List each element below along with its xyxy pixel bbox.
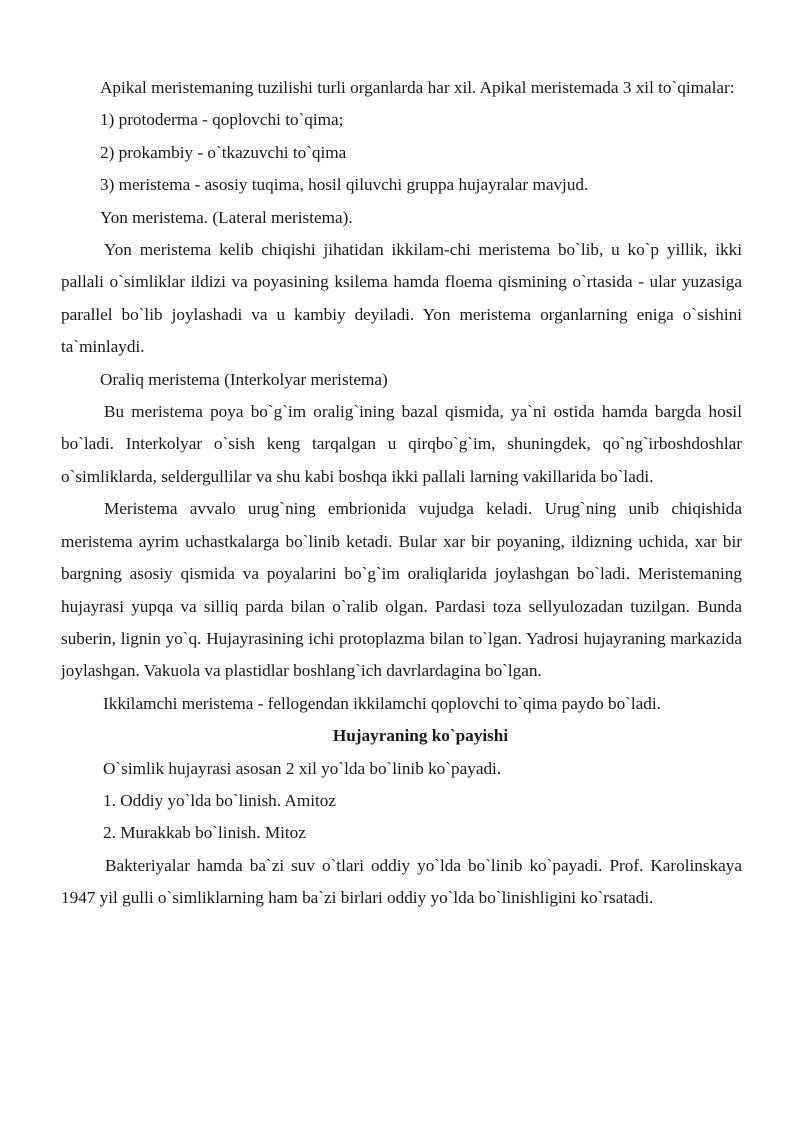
list-item-prokambiy: 2) prokambiy - o`tkazuvchi to`qima [100, 142, 347, 162]
paragraph-intercalary-meristem: Bu meristema poya bo`g`im oralig`ining bazal qismida, ya`ni ostida hamda bargda hosil bo`ladi. Interkolyar o`sish keng tarqalgan u qirqbo`g`im, shuningdek, qo`ng`irboshdoshlar o`simliklarda, seldergullilar va shu kabi boshqa ikki pallali larning vakillarida bo`ladi. [61, 402, 742, 486]
list-item-amitoz: 1. Oddiy yo`lda bo`linish. Amitoz [103, 790, 336, 810]
section-heading: Hujayraning ko`payishi [332, 726, 509, 746]
list-item-mitoz: 2. Murakkab bo`linish. Mitoz [103, 823, 306, 843]
paragraph-secondary-meristem: Ikkilamchi meristema - fellogendan ikkilamchi qoplovchi to`qima paydo bo`ladi. [103, 693, 661, 713]
paragraph-apical-structure: Apikal meristemaning tuzilishi turli organlarda har xil. Apikal meristemada 3 xil to`qimalar: [100, 78, 735, 97]
subheading-intercalary-meristem: Oraliq meristema (Interkolyar meristema) [100, 369, 388, 389]
paragraph-bacteria: Bakteriyalar hamda ba`zi suv o`tlari oddiy yo`lda bo`linib ko`payadi. Prof. Karolinskaya 1947 yil gulli o`simliklarning ham ba`zi birlari oddiy yo`lda bo`linishligini ko`rsatadi. [61, 855, 742, 908]
document-page [61, 72, 742, 915]
list-item-meristema: 3) meristema - asosiy tuqima, hosil qiluvchi gruppa hujayralar mavjud. [100, 175, 589, 195]
paragraph-cell-division: O`simlik hujayrasi asosan 2 xil yo`lda bo`linib ko`payadi. [103, 758, 502, 778]
paragraph-lateral-meristem: Yon meristema kelib chiqishi jihatidan ikkilam-chi meristema bo`lib, u ko`p yillik, ikki pallali o`simliklar ildizi va poyasining ksilema hamda floema qismining o`rtasida - ular yuzasiga parallel bo`lib joylashadi va u kambiy deyiladi. Yon meristema organlarning eniga o`sishini ta`minlaydi. [61, 240, 742, 357]
subheading-lateral-meristem: Yon meristema. (Lateral meristema). [100, 207, 353, 227]
paragraph-embryo-meristem: Meristema avvalo urug`ning embrionida vujudga keladi. Urug`ning unib chiqishida meristema ayrim uchastkalarga bo`linib ketadi. Bular xar bir poyaning, ildizning uchida, xar bir bargning asosiy qismida va poyalarini bo`g`im oraliqlarida joylashgan bo`ladi. Meristemaning hujayrasi yupqa va silliq parda bilan o`ralib olgan. Pardasi toza sellyulozadan tuzilgan. Bunda suberin, lignin yo`q. Hujayrasining ichi protoplazma bilan to`lgan. Yadrosi hujayraning markazida joylashgan. Vakuola va plastidlar boshlang`ich davrlardagina bo`lgan. [61, 499, 742, 681]
list-item-protoderma: 1) protoderma - qoplovchi to`qima; [100, 110, 344, 130]
